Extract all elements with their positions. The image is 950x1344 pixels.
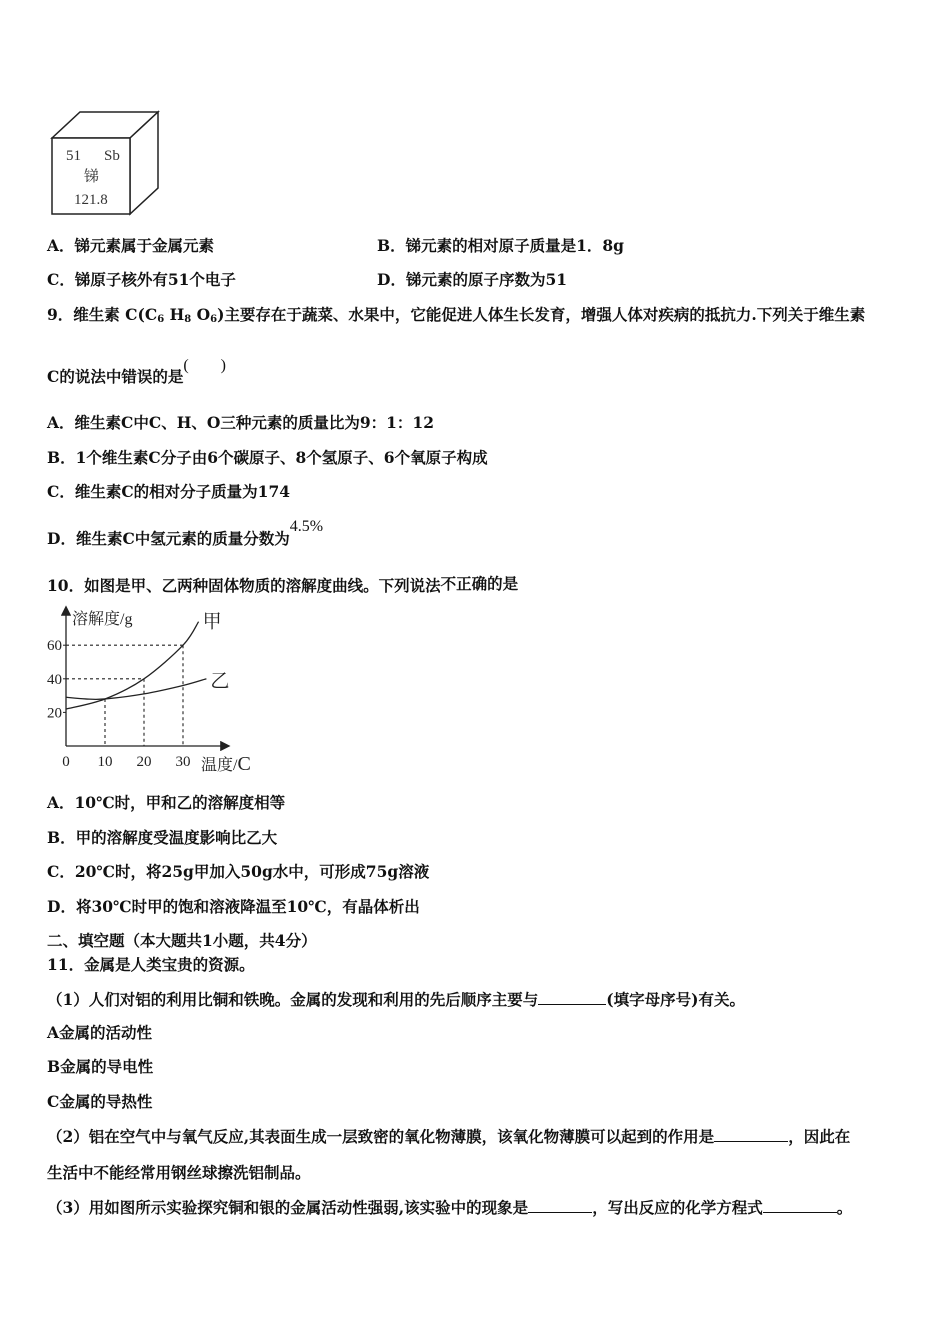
series-label-yi: 乙	[210, 670, 230, 692]
x-tick-label-0: 0	[62, 754, 70, 770]
q9-option-b: B．1个维生素C分子由6个碳原子、8个氢原子、6个氧原子构成	[47, 448, 488, 467]
q9-subscript-c: 6	[157, 314, 165, 325]
q9-option-a: A．维生素C中C、H、O三种元素的质量比为9：1：12	[47, 413, 434, 432]
series-label-jia: 甲	[202, 611, 222, 633]
solubility-chart	[40, 600, 280, 780]
q11-part2-line2: 生活中不能经常用钢丝球擦洗铝制品。	[47, 1163, 311, 1182]
q10-stem	[47, 576, 518, 596]
q9-option-d-text: D．维生素C中氢元素的质量分数为	[47, 529, 290, 548]
q11-part1-text: （1）人们对铝的利用比铜和铁晚。金属的发现和利用的先后顺序主要与	[47, 990, 539, 1009]
q11-part3-text: （3）用如图所示实验探究铜和银的金属活动性强弱,该实验中的现象是	[47, 1198, 529, 1217]
q11-part3-end: 。	[836, 1198, 853, 1217]
element-card	[48, 110, 163, 220]
q11-part3-blank-phenomenon[interactable]	[528, 1197, 592, 1213]
q9-stem-part2: H	[164, 305, 185, 324]
q9-option-d	[47, 518, 324, 550]
element-number: 51	[66, 148, 81, 164]
q9-stem-line2	[47, 357, 227, 388]
q11-part2	[47, 1126, 850, 1147]
q11-option-c: C金属的导热性	[47, 1092, 153, 1111]
y-tick-label-40: 40	[47, 671, 62, 688]
element-mass: 121.8	[74, 192, 108, 208]
q10-stem-text: 10．如图是甲、乙两种固体物质的溶解度曲线。下列说法	[47, 576, 441, 595]
x-axis-label-text: 温度/	[201, 757, 238, 774]
element-symbol: Sb	[104, 148, 120, 164]
y-tick-label-60: 60	[47, 638, 62, 655]
q11-part1-blank[interactable]	[538, 989, 606, 1005]
q9-subscript-o: 6	[210, 314, 218, 325]
q10-option-a: A．10℃时，甲和乙的溶解度相等	[47, 793, 286, 812]
q11-part3-middle: ，写出反应的化学方程式	[592, 1198, 763, 1217]
q9-stem-line2-text: C的说法中错误的是	[47, 367, 184, 386]
q10-option-d: D．将30℃时甲的饱和溶液降温至10℃，有晶体析出	[47, 897, 420, 916]
x-tick-label-10: 10	[97, 754, 113, 770]
q10-stem-tail: 不正确的是	[440, 574, 519, 593]
q9-option-d-value: 4.5%	[289, 518, 324, 535]
q9-subscript-h: 8	[184, 314, 192, 325]
q11-part1	[47, 989, 745, 1010]
q8-option-a: A．锑元素属于金属元素	[47, 236, 215, 255]
x-axis-label	[201, 753, 251, 775]
q9-answer-paren: ( )	[183, 357, 227, 374]
q11-part1-tail: (填字母序号)有关。	[606, 990, 745, 1009]
section2-title: 二、填空题（本大题共1小题，共4分）	[47, 931, 317, 950]
q11-part2-blank[interactable]	[714, 1126, 788, 1142]
q9-stem-part1: 9．维生素 C(C	[47, 305, 158, 324]
q9-stem	[47, 305, 865, 330]
q11-option-b: B金属的导电性	[47, 1057, 154, 1076]
x-axis-label-unit: C	[237, 753, 251, 775]
x-tick-label-20: 20	[136, 754, 152, 770]
q11-part3	[47, 1197, 852, 1218]
q9-option-c: C．维生素C的相对分子质量为174	[47, 482, 291, 501]
element-name: 锑	[84, 169, 100, 185]
q8-option-c: C．锑原子核外有51个电子	[47, 270, 236, 289]
q11-stem: 11．金属是人类宝贵的资源。	[47, 955, 255, 974]
y-tick-label-20: 20	[47, 705, 62, 722]
q10-option-c: C．20℃时，将25g甲加入50g水中，可形成75g溶液	[47, 862, 430, 881]
q11-part3-blank-equation[interactable]	[763, 1197, 837, 1213]
q8-option-b: B．锑元素的相对原子质量是1．8g	[377, 236, 625, 255]
q8-option-d: D．锑元素的原子序数为51	[377, 270, 568, 289]
x-tick-label-30: 30	[175, 754, 191, 770]
y-axis-label: 溶解度/g	[72, 611, 133, 628]
q11-part2-tail: ，因此在	[788, 1127, 851, 1146]
q11-option-a: A金属的活动性	[47, 1023, 153, 1042]
q9-stem-part4: )主要存在于蔬菜、水果中，它能促进人体生长发育，增强人体对疾病的抵抗力.下列关于维生素	[217, 305, 866, 324]
q11-part2-text: （2）铝在空气中与氧气反应,其表面生成一层致密的氧化物薄膜，该氧化物薄膜可以起到的作用是	[47, 1127, 715, 1146]
q9-stem-part3: O	[191, 305, 211, 324]
series-line-yi	[66, 679, 206, 700]
q10-option-b: B．甲的溶解度受温度影响比乙大	[47, 828, 278, 847]
